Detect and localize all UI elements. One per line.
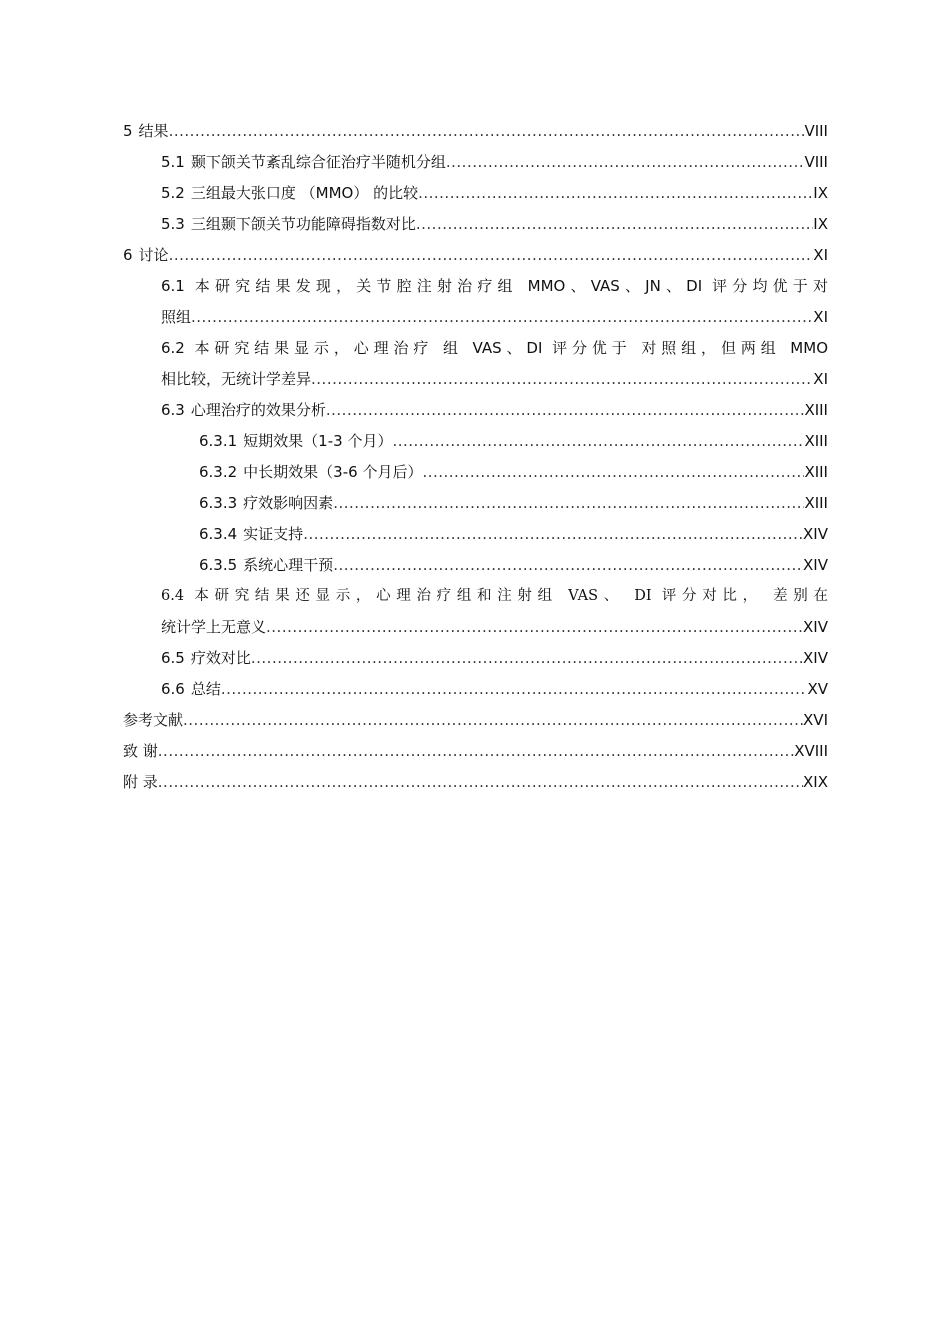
toc-entry-6-2[interactable] bbox=[123, 333, 828, 395]
toc-number: 5.2 bbox=[161, 184, 185, 202]
toc-leader bbox=[221, 674, 808, 705]
toc-leader bbox=[326, 395, 805, 426]
toc-number: 5 bbox=[123, 122, 133, 140]
toc-page-number: XIV bbox=[803, 649, 828, 667]
toc-leader bbox=[191, 302, 813, 333]
toc-page-number: IX bbox=[813, 215, 828, 233]
toc-entry-acknowledgements[interactable] bbox=[123, 736, 828, 767]
toc-title-line: 6.2 本研究结果显示，心理治疗 组 VAS、DI 评分优于 对照组，但两组 MMO bbox=[161, 339, 828, 357]
toc-number: 5.1 bbox=[161, 153, 185, 171]
toc-number: 6.3.3 bbox=[199, 494, 238, 512]
toc-page-number: XVIII bbox=[794, 742, 828, 760]
toc-number: 6.3.4 bbox=[199, 525, 238, 543]
toc-title: 讨论 bbox=[138, 246, 169, 264]
toc-entry-6-3[interactable] bbox=[123, 395, 828, 426]
toc-number: 6.3.5 bbox=[199, 556, 238, 574]
toc-title: 三组颞下颌关节功能障碍指数对比 bbox=[190, 215, 416, 233]
toc-page-number: XIII bbox=[804, 432, 828, 450]
toc-page-number: XV bbox=[807, 680, 828, 698]
toc-leader bbox=[333, 488, 804, 519]
toc-title: 短期效果（1-3 个月） bbox=[243, 432, 393, 450]
toc-page-number: XI bbox=[813, 308, 828, 326]
table-of-contents bbox=[123, 116, 828, 798]
toc-title: 统计学上无意义 bbox=[161, 618, 267, 636]
toc-leader bbox=[311, 364, 813, 395]
toc-number: 6.3 bbox=[161, 401, 185, 419]
toc-entry-6-3-3[interactable] bbox=[123, 488, 828, 519]
toc-number: 6.6 bbox=[161, 680, 185, 698]
toc-title: 相比较，无统计学差异 bbox=[161, 370, 312, 388]
toc-title: 疗效影响因素 bbox=[243, 494, 334, 512]
toc-entry-6-3-2[interactable] bbox=[123, 457, 828, 488]
toc-leader bbox=[446, 147, 805, 178]
toc-title: 中长期效果（3-6 个月后） bbox=[243, 463, 423, 481]
toc-leader bbox=[392, 426, 804, 457]
toc-title: 总结 bbox=[190, 680, 221, 698]
toc-page-number: XIX bbox=[803, 773, 828, 791]
toc-leader bbox=[418, 178, 813, 209]
toc-entry-6-3-4[interactable] bbox=[123, 519, 828, 550]
toc-page-number: XVI bbox=[803, 711, 828, 729]
toc-title: 照组 bbox=[161, 308, 192, 326]
toc-leader bbox=[333, 550, 803, 581]
toc-title-continuation bbox=[161, 302, 828, 333]
toc-entry-5-3[interactable] bbox=[123, 209, 828, 240]
toc-title-continuation bbox=[161, 364, 828, 395]
toc-title-line: 6.4 本研究结果还显示，心理治疗组和注射组 VAS、 DI 评分对比， 差别在 bbox=[161, 588, 828, 604]
toc-title: 参考文献 bbox=[123, 711, 184, 729]
toc-entry-5-2[interactable] bbox=[123, 178, 828, 209]
toc-leader bbox=[158, 767, 803, 798]
toc-page-number: XIII bbox=[804, 494, 828, 512]
toc-number: 5.3 bbox=[161, 215, 185, 233]
toc-page-number: IX bbox=[813, 184, 828, 202]
toc-page-number: XIII bbox=[804, 463, 828, 481]
toc-leader bbox=[251, 643, 803, 674]
toc-title: 疗效对比 bbox=[190, 649, 251, 667]
toc-page-number: XI bbox=[813, 246, 828, 264]
toc-page-number: XIV bbox=[803, 525, 828, 543]
toc-page-number: XI bbox=[813, 370, 828, 388]
toc-title: 颞下颌关节紊乱综合征治疗半随机分组 bbox=[190, 153, 446, 171]
toc-leader bbox=[158, 736, 794, 767]
toc-leader bbox=[422, 457, 804, 488]
toc-leader bbox=[266, 612, 803, 643]
toc-leader bbox=[416, 209, 813, 240]
toc-page-number: XIV bbox=[803, 618, 828, 636]
toc-entry-5-1[interactable] bbox=[123, 147, 828, 178]
toc-entry-6-3-1[interactable] bbox=[123, 426, 828, 457]
toc-entry-6-3-5[interactable] bbox=[123, 550, 828, 581]
toc-title-line: 6.1 本研究结果发现，关节腔注射治疗组 MMO、VAS、JN、DI 评分均优于对 bbox=[161, 277, 828, 295]
toc-entry-6-5[interactable] bbox=[123, 643, 828, 674]
toc-entry-appendix[interactable] bbox=[123, 767, 828, 798]
toc-entry-6-6[interactable] bbox=[123, 674, 828, 705]
toc-leader bbox=[169, 116, 805, 147]
toc-page-number: VIII bbox=[804, 153, 828, 171]
toc-title: 实证支持 bbox=[243, 525, 304, 543]
toc-title-continuation bbox=[161, 612, 828, 643]
toc-title: 系统心理干预 bbox=[243, 556, 334, 574]
toc-entry-6[interactable] bbox=[123, 240, 828, 271]
toc-number: 6 bbox=[123, 246, 133, 264]
toc-entry-references[interactable] bbox=[123, 705, 828, 736]
toc-page-number: VIII bbox=[804, 122, 828, 140]
toc-entry-6-1[interactable] bbox=[123, 271, 828, 333]
toc-entry-5[interactable] bbox=[123, 116, 828, 147]
toc-title: 结果 bbox=[138, 122, 169, 140]
toc-number: 6.3.2 bbox=[199, 463, 238, 481]
toc-title: 附 录 bbox=[123, 773, 158, 791]
toc-leader bbox=[169, 240, 814, 271]
toc-entry-6-4[interactable] bbox=[123, 581, 828, 643]
toc-title: 致 谢 bbox=[123, 742, 158, 760]
toc-page-number: XIV bbox=[803, 556, 828, 574]
toc-leader bbox=[303, 519, 803, 550]
toc-title: 三组最大张口度 （MMO） 的比较 bbox=[190, 184, 419, 202]
toc-number: 6.3.1 bbox=[199, 432, 238, 450]
toc-number: 6.5 bbox=[161, 649, 185, 667]
toc-page-number: XIII bbox=[804, 401, 828, 419]
toc-leader bbox=[183, 705, 803, 736]
toc-title: 心理治疗的效果分析 bbox=[190, 401, 326, 419]
